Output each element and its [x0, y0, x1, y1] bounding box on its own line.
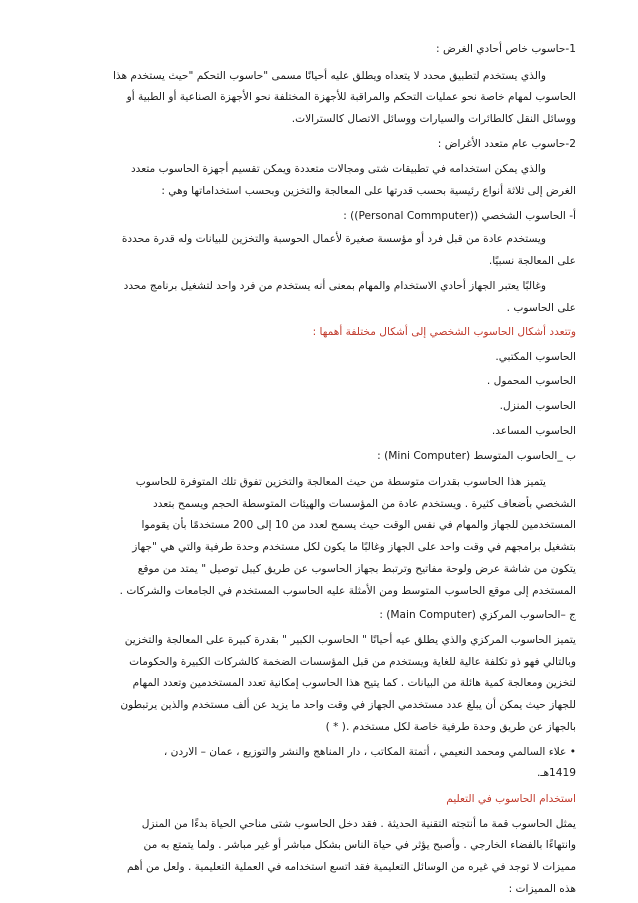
text-line: يتميز الحاسوب المركزي والذي يطلق عيه أحيانًا " الحاسوب الكبير " بقدرة كبيرة على المعالجة والتخزين: [124, 634, 576, 646]
text-line: الحاسوب المحمول .: [486, 375, 576, 387]
text-line: بالجهاز عن طريق وحدة طرفية خاصة لكل مستخدم .( * ): [325, 721, 576, 733]
text-line: هذه المميزات :: [508, 883, 576, 895]
text-line: 1-حاسوب خاص أحادي الغرض :: [436, 43, 576, 55]
text-line: والذي يستخدم لتطبيق محدد لا يتعداه ويطلق عليه أحيانًا مسمى "حاسوب التحكم "حيث يستخدم هذا: [112, 70, 546, 82]
text-line: بتشغيل برامجهم في وقت واحد على الجهاز وغالبًا ما يكون لكل مستخدم وحدة طرفية والتي هي "جهاز: [132, 541, 576, 553]
text-line: يتميز هذا الحاسوب بقدرات متوسطة من حيث المعالجة والتخزين تفوق تلك المتوفرة للحاسوب: [135, 476, 546, 488]
text-line: ج –الحاسوب المركزي (Main Computer) :: [379, 609, 576, 621]
text-line: الحاسوب المنزل.: [499, 400, 576, 412]
text-line: 2-حاسوب عام متعدد الأغراض :: [437, 138, 576, 150]
text-line: المستخدمين للجهاز والمهام في نفس الوقت حيث يسمح لعدد من 10 إلى 200 مستخدمًا بأن يقوموا: [141, 519, 576, 531]
text-line: 1419هـ.: [536, 767, 576, 779]
text-line: الحاسوب المكتبي.: [495, 351, 576, 363]
text-line: على الحاسوب .: [506, 302, 576, 314]
text-line: المستخدم إلى موقع الحاسوب المتوسط ومن الأمثلة عليه الحاسوب المستخدم في الجامعات والشركات .: [119, 585, 576, 597]
text-line: الغرض إلى ثلاثة أنواع رئيسية بحسب قدرتها على المعالجة والتخزين وبحسب استخداماتها وهي :: [161, 185, 576, 197]
text-line: • علاء السالمي ومحمد النعيمي ، أتمتة المكاتب ، دار المناهج والنشر والتوزيع ، عمان – الاردن ،: [163, 746, 576, 758]
section-heading: استخدام الحاسوب في التعليم: [446, 793, 576, 805]
text-line: أ- الحاسوب الشخصي ((Personal Commputer)) :: [343, 210, 576, 222]
text-line: الحاسوب المساعد.: [491, 425, 576, 437]
text-line: ب _الحاسوب المتوسط (Mini Computer) :: [377, 450, 576, 462]
text-line: الشخصي بأضعاف كثيرة . ويستخدم عادة من المؤسسات والهيئات المتوسطة الحجم ويسمح بتعدد: [153, 498, 576, 510]
text-line: يتكون من شاشة عرض ولوحة مفاتيح وترتبط بجهاز الحاسوب عن طريق كيبل توصيل " يمتد من موقع: [137, 563, 576, 575]
text-line: يمثل الحاسوب قمة ما أنتجته التقنية الحديثة . فقد دخل الحاسوب شتى مناحي الحياة بدءًا من المنزل: [141, 818, 576, 830]
text-line: للجهاز حيث يمكن أن يبلغ عدد مستخدمي الجهاز في وقت واحد ما يزيد عن ألف مستخدم والذين يرتبطون: [120, 699, 576, 711]
text-line: على المعالجة نسبيًا.: [488, 255, 576, 267]
text-line: وانتهاءًا بالفضاء الخارجي . وأصبح يؤثر في حياة الناس بشكل مباشر أو غير مباشر . ولما يتمتع به من: [143, 839, 576, 851]
text-line: مميزات لا توجد في غيره من الوسائل التعليمية فقد اتسع استخدامه في العملية التعليمية . ولعل من أهم: [127, 861, 576, 873]
text-line: وغالبًا يعتبر الجهاز أحادي الاستخدام والمهام بمعنى أنه يستخدم من فرد واحد لتشغيل برنامج محدد: [123, 280, 546, 292]
text-line: ويستخدم عادة من قبل فرد أو مؤسسة صغيرة لأعمال الحوسبة والتخزين للبيانات وله قدرة محددة: [121, 233, 546, 245]
section-heading: وتتعدد أشكال الحاسوب الشخصي إلى أشكال مختلفة أهمها :: [312, 326, 576, 338]
text-line: والذي يمكن استخدامه في تطبيقات شتى ومجالات متعددة ويمكن تقسيم أجهزة الحاسوب متعدد: [130, 163, 546, 175]
text-line: وبالتالي فهو ذو تكلفة عالية للغاية ويستخدم من قبل المؤسسات الضخمة كالشركات الكبيرة والحكومات: [129, 656, 576, 668]
text-line: الحاسوب لمهام خاصة نحو عمليات التحكم والمراقبة للأجهزة المختلفة نحو الأجهزة الصناعية أو الطبية أو: [126, 91, 576, 103]
text-line: لتخزين ومعالجة كمية هائلة من البيانات . كما يتيح هذا الحاسوب إمكانية تعدد المستخدمين وتعدد المهام: [132, 677, 576, 689]
text-line: ووسائل النقل كالطائرات والسيارات ووسائل الاتصال كالسترالات.: [291, 113, 576, 125]
